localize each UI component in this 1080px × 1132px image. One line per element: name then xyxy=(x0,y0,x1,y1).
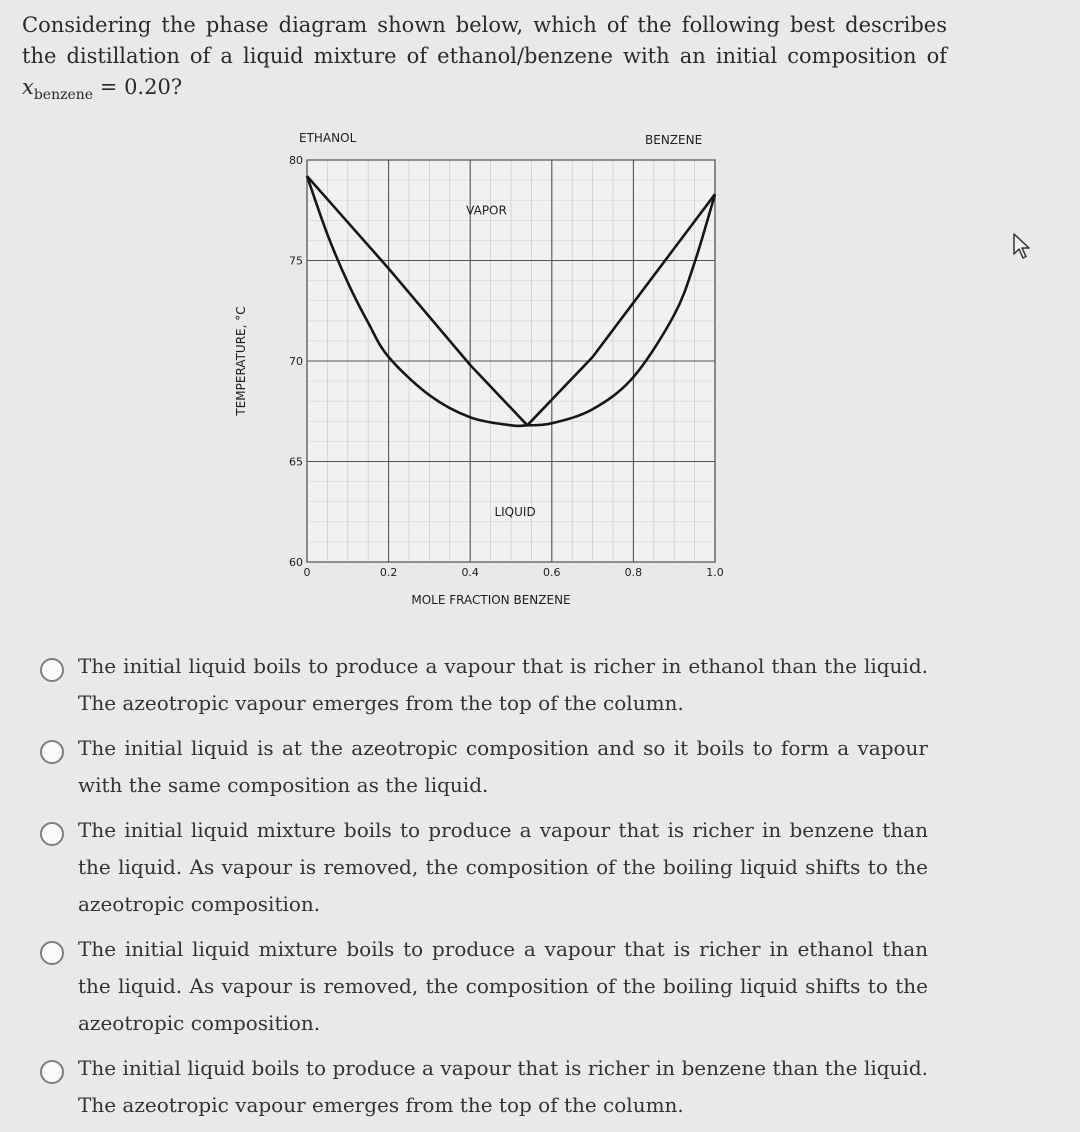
x-axis-label: MOLE FRACTION BENZENE xyxy=(411,593,571,607)
answer-option-2[interactable] xyxy=(38,730,928,804)
chart-grid xyxy=(307,160,715,562)
radio-button[interactable] xyxy=(40,658,64,682)
answer-option-text: The initial liquid boils to produce a vapour that is richer in benzene than the liquid. The azeotropic vapour emerges from the top of the column. xyxy=(78,1056,928,1117)
benzene-label: BENZENE xyxy=(645,133,703,147)
x-tick-label: 0.4 xyxy=(461,566,479,579)
x-tick-label: 0.8 xyxy=(624,566,643,579)
answer-option-4[interactable] xyxy=(38,931,928,1042)
answer-option-1[interactable] xyxy=(38,648,928,722)
answer-option-3[interactable] xyxy=(38,812,928,923)
answer-option-5[interactable] xyxy=(38,1050,928,1124)
radio-button[interactable] xyxy=(40,822,64,846)
question-equals: = xyxy=(99,75,118,99)
x-tick-label: 0.2 xyxy=(379,566,398,579)
liquid-region-label: LIQUID xyxy=(494,504,536,519)
answer-options xyxy=(38,648,928,1132)
y-tick-label: 60 xyxy=(289,556,303,569)
y-tick-label: 65 xyxy=(289,455,303,469)
mole-fraction-variable: x xyxy=(22,75,34,99)
x-tick-label: 0.6 xyxy=(543,566,561,579)
x-tick-label: 0 xyxy=(303,566,311,579)
question-value: 0.20? xyxy=(124,75,183,99)
answer-option-text: The initial liquid mixture boils to produce a vapour that is richer in benzene than the liquid. As vapour is removed, the composition of the boiling liquid shifts to the azeotropic composition. xyxy=(78,818,928,916)
ethanol-label: ETHANOL xyxy=(299,131,357,145)
answer-option-text: The initial liquid is at the azeotropic composition and so it boils to form a vapour with the same composition as the liquid. xyxy=(78,736,928,797)
y-axis-label: TEMPERATURE, °C xyxy=(234,306,248,416)
x-tick-label: 1.0 xyxy=(706,566,724,579)
y-tick-label: 80 xyxy=(289,154,303,167)
radio-button[interactable] xyxy=(40,1060,64,1084)
answer-option-text: The initial liquid boils to produce a vapour that is richer in ethanol than the liquid. The azeotropic vapour emerges from the top of the column. xyxy=(78,654,928,715)
y-tick-label: 75 xyxy=(289,254,303,268)
mole-fraction-subscript: benzene xyxy=(33,87,94,104)
answer-option-text: The initial liquid mixture boils to produce a vapour that is richer in ethanol than the liquid. As vapour is removed, the composition of the boiling liquid shifts to the azeotropic composition. xyxy=(78,937,928,1035)
mouse-pointer-icon xyxy=(1012,232,1032,260)
phase-diagram-chart xyxy=(225,120,745,620)
radio-button[interactable] xyxy=(40,740,64,764)
question-text xyxy=(22,10,947,111)
y-tick-label: 70 xyxy=(289,355,303,368)
question-text-before: Considering the phase diagram shown below, which of the following best describes the distillation of a liquid mixture of ethanol/benzene with an initial composition of xyxy=(22,13,947,68)
vapor-region-label: VAPOR xyxy=(466,203,507,218)
radio-button[interactable] xyxy=(40,941,64,965)
